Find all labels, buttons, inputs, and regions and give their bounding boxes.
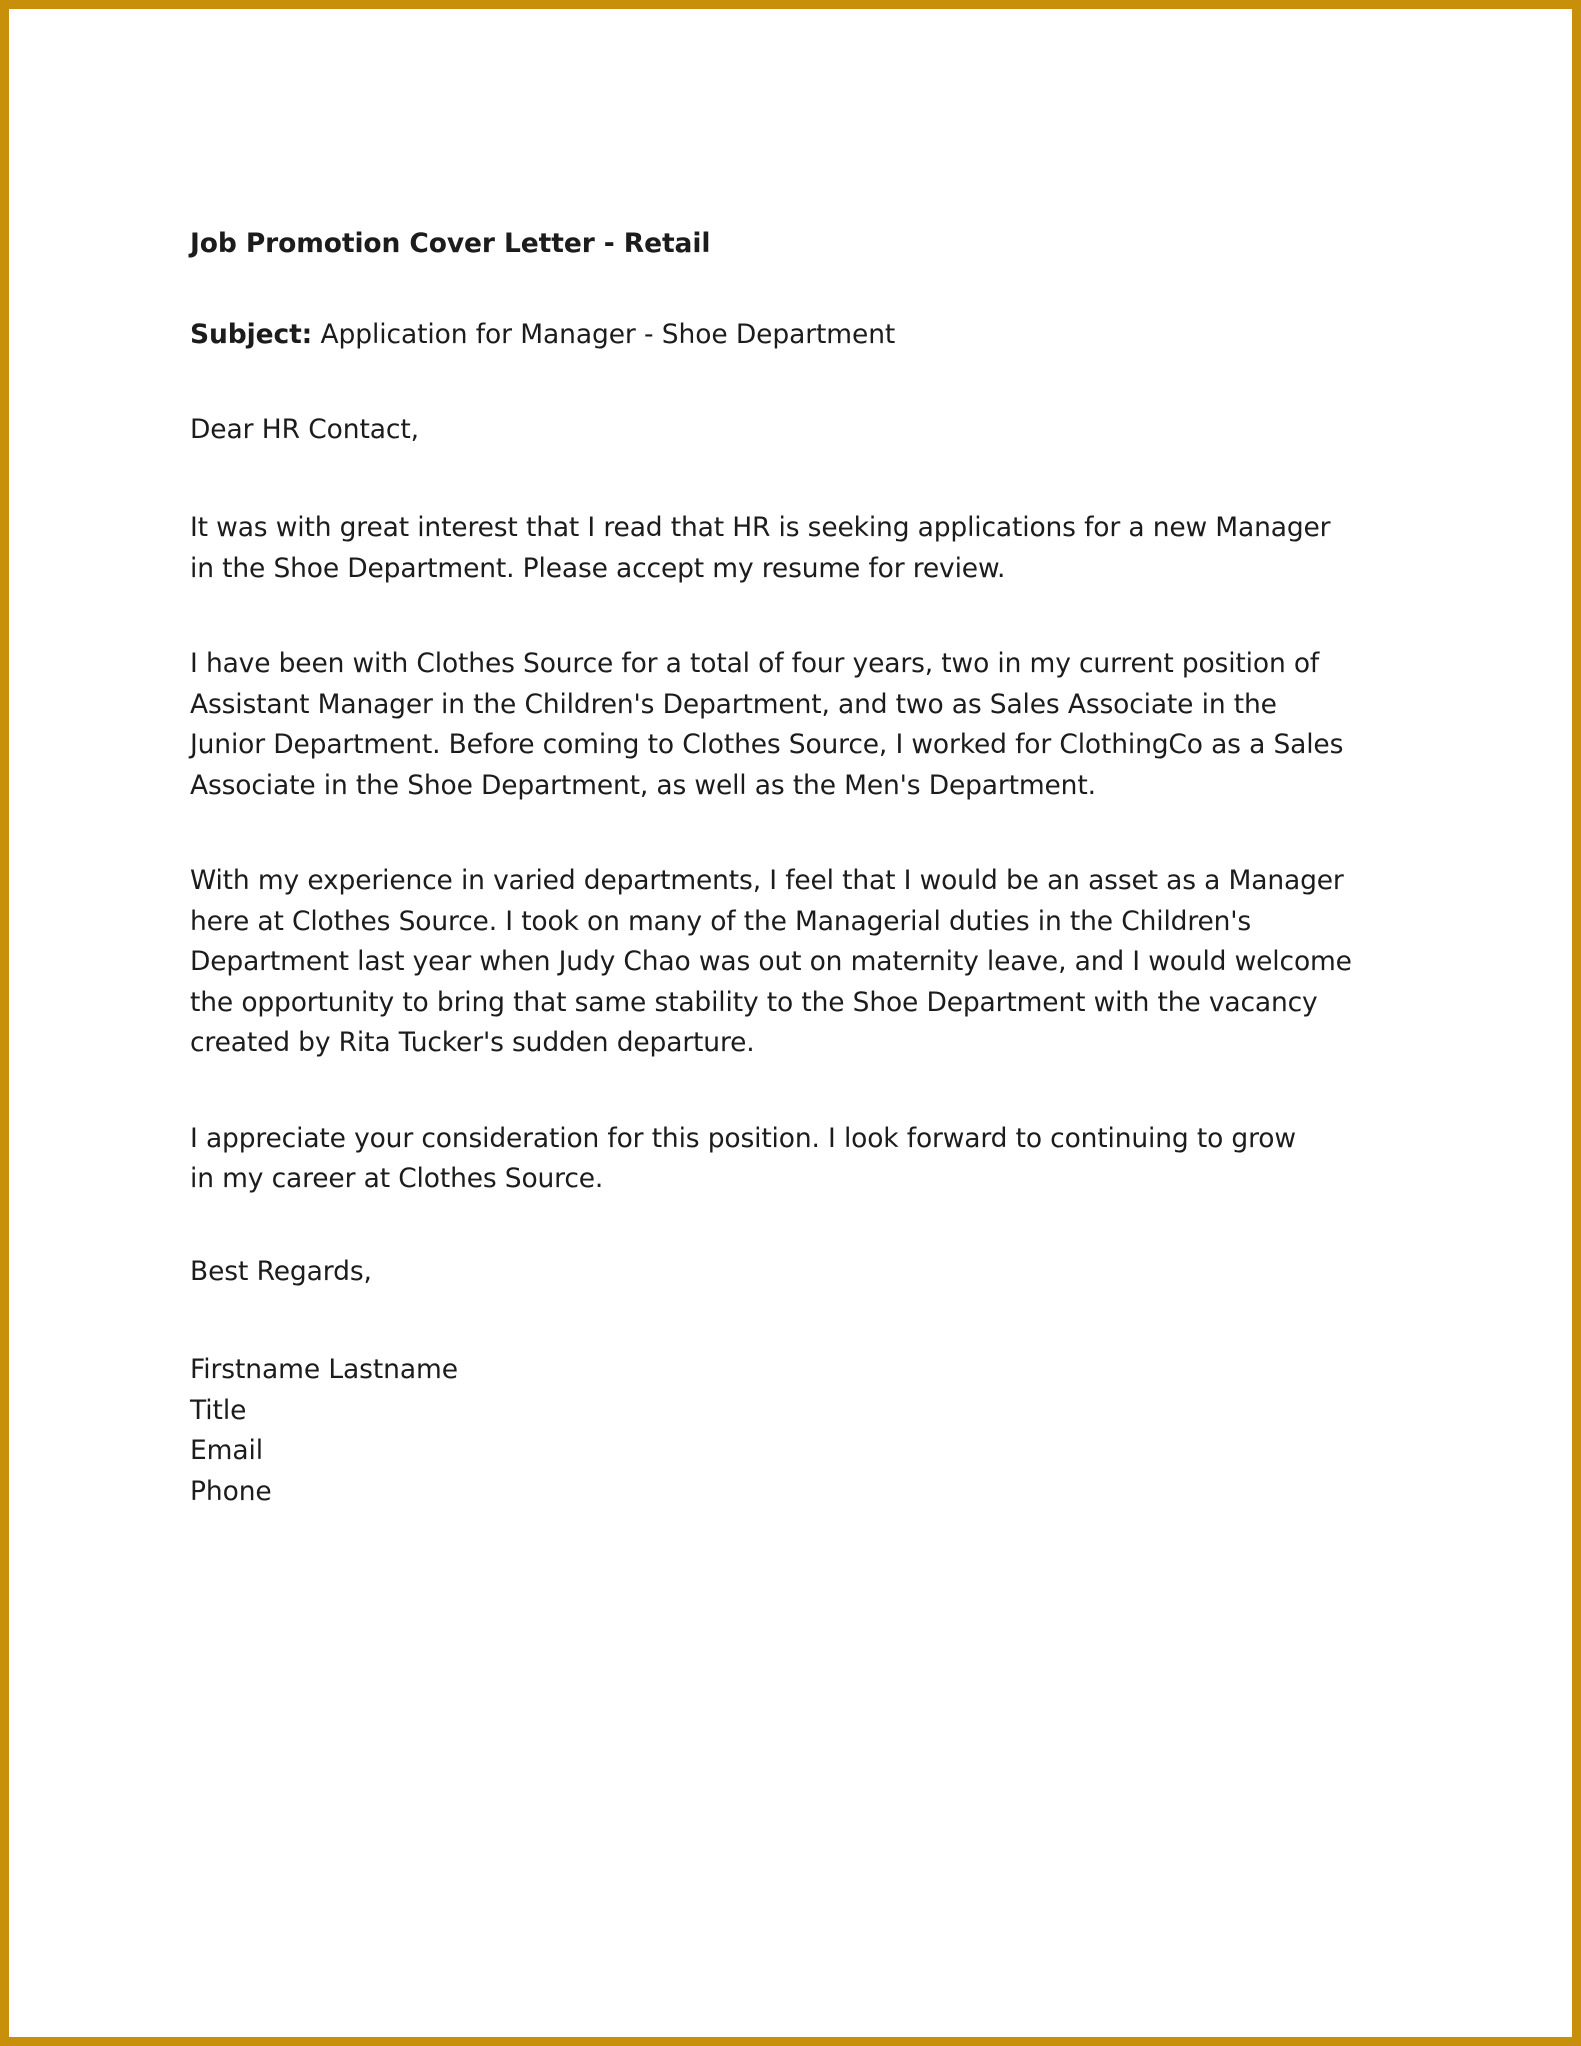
signature-email: Email — [190, 1435, 264, 1466]
letter-paragraph-1: It was with great interest that I read that HR is seeking applications for a new Manager in the Shoe Department. Please accept my resume for review. — [190, 512, 1331, 584]
salutation: Dear HR Contact, — [190, 414, 419, 446]
cover-letter-body — [190, 227, 1370, 1512]
subject-value: Application for Manager - Shoe Department — [312, 319, 896, 351]
closing-salutation: Best Regards, — [190, 1255, 372, 1287]
letter-paragraph-2: I have been with Clothes Source for a total of four years, two in my current position of Assistant Manager in the Children's Department, and two as Sales Associate in the Junior Department. Before coming to Clothes Source, I worked for ClothingCo as a Sales Associate in the Shoe Department, as well as the Men's Department. — [190, 648, 1344, 801]
signature-block — [190, 1350, 1370, 1512]
signature-name: Firstname Lastname — [190, 1354, 458, 1385]
subject-label: Subject: — [190, 319, 313, 351]
signature-title: Title — [190, 1394, 247, 1426]
signature-phone: Phone — [190, 1475, 272, 1507]
page-title: Job Promotion Cover Letter - Retail — [190, 228, 711, 259]
subject-line — [190, 318, 1370, 351]
letter-paragraph-4: I appreciate your consideration for this position. I look forward to continuing to grow in my career at Clothes Source. — [190, 1122, 1296, 1195]
letter-paragraph-3: With my experience in varied departments, I feel that I would be an asset as a Manager here at Clothes Source. I took on many of the Managerial duties in the Children's Department last year when Judy Chao was out on maternity leave, and I would welcome the opportunity to bring that same stability to the Shoe Department with the vacancy created by Rita Tucker's sudden departure. — [190, 865, 1352, 1059]
